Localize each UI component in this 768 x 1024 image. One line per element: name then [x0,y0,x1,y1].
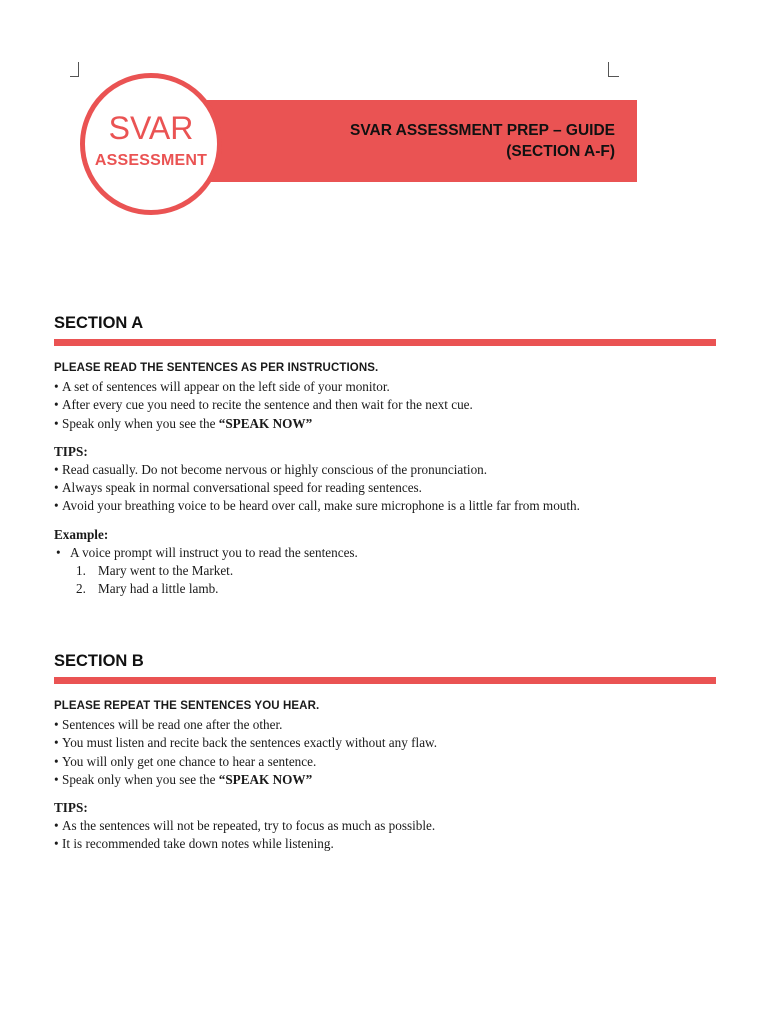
section-b-content [54,697,734,854]
section-b-divider [54,677,716,684]
list-item: • Read casually. Do not become nervous or highly conscious of the pronunciation. [54,462,488,478]
list-item: • Avoid your breathing voice to be heard over call, make sure microphone is a little far from mouth. [54,498,580,514]
example-item: 1. Mary went to the Market. [76,563,234,579]
example-item: 2. Mary had a little lamb. [76,581,219,597]
document-title [350,120,615,162]
section-b-instruction: PLEASE REPEAT THE SENTENCES YOU HEAR. [54,700,320,712]
section-a-instruction: PLEASE READ THE SENTENCES AS PER INSTRUCTIONS. [54,362,379,374]
title-line-2: (SECTION A-F) [506,143,615,160]
speak-now-text: “SPEAK NOW” [218,415,313,431]
list-item: • Speak only when you see the “SPEAK NOW” [54,415,313,431]
list-item: • A set of sentences will appear on the left side of your monitor. [54,379,390,395]
list-item: • Speak only when you see the “SPEAK NOW” [54,771,313,787]
title-line-1: SVAR ASSESSMENT PREP – GUIDE [350,122,615,139]
section-a-example-label: Example: [54,526,109,542]
list-item: • You will only get one chance to hear a sentence. [54,753,317,769]
crop-mark-right [608,62,619,77]
list-item: • You must listen and recite back the sentences exactly without any flaw. [54,735,438,751]
speak-now-text: “SPEAK NOW” [218,771,313,787]
svar-logo [80,73,222,215]
header-banner [190,100,637,182]
section-a-heading: SECTION A [54,314,144,332]
logo-text-sub: ASSESSMENT [94,152,208,169]
section-b-heading: SECTION B [54,652,144,670]
section-b-tips-label: TIPS: [54,800,88,816]
logo-text-main: SVAR [108,110,194,146]
list-item: • Sentences will be read one after the other. [54,717,283,733]
list-item: • Always speak in normal conversational speed for reading sentences. [54,480,422,496]
section-a-divider [54,339,716,346]
list-item: • A voice prompt will instruct you to read the sentences. [56,544,358,560]
section-a-content [54,359,734,598]
section-a-tips-label: TIPS: [54,443,88,459]
crop-mark-left [70,62,79,77]
list-item: • As the sentences will not be repeated, try to focus as much as possible. [54,818,436,834]
list-item: • After every cue you need to recite the sentence and then wait for the next cue. [54,397,473,413]
list-item: • It is recommended take down notes while listening. [54,836,334,852]
